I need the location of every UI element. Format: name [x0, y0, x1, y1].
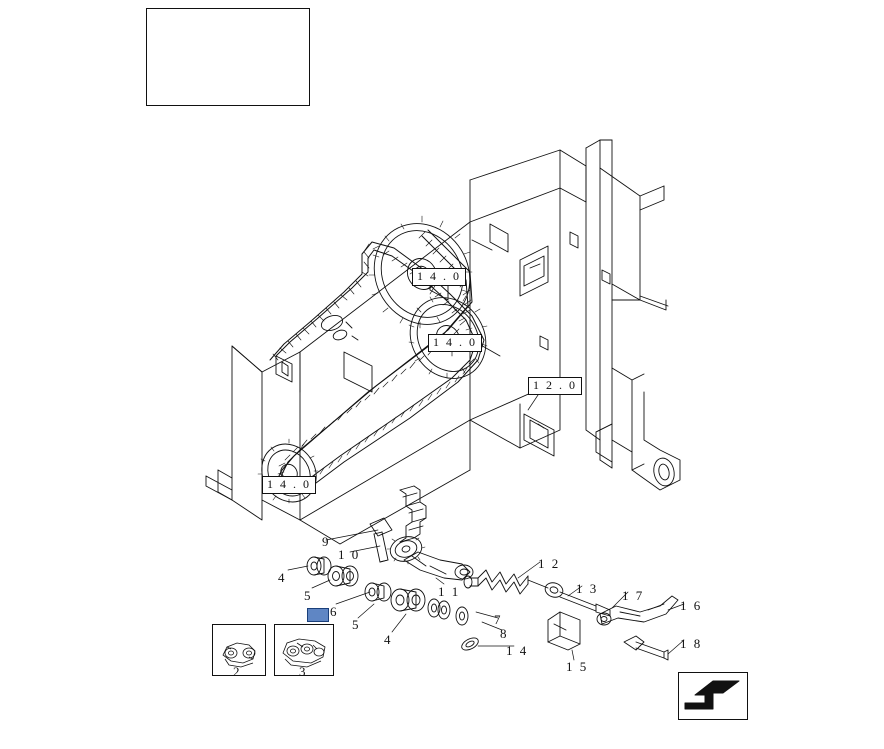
callout-15: 1 5 [566, 659, 589, 674]
callout-17: 1 7 [622, 588, 645, 603]
boxed-callout-lower-sprocket: 1 4 . 0 [262, 476, 316, 494]
callout-18: 1 8 [680, 636, 703, 651]
orientation-arrow-box [678, 672, 748, 720]
callout-16: 1 6 [680, 598, 703, 613]
inset-label-2: 2 [233, 664, 242, 679]
boxed-callout-middle-sprocket: 1 4 . 0 [428, 334, 482, 352]
callout-11: 1 1 [438, 584, 461, 599]
inset-label-3: 3 [299, 664, 308, 679]
direction-arrow-icon [679, 673, 749, 721]
callout-9: 9 [322, 534, 331, 549]
callout-6: 6 [330, 604, 339, 619]
selected-part-highlight[interactable] [307, 608, 329, 622]
callout-13: 1 3 [576, 581, 599, 596]
boxed-callout-upper-sprocket: 1 4 . 0 [412, 268, 466, 286]
callout-10: 1 0 [338, 547, 361, 562]
callout-14: 1 4 [506, 643, 529, 658]
callout-4-lower: 4 [384, 632, 393, 647]
callout-12: 1 2 [538, 556, 561, 571]
callout-5-lower: 5 [352, 617, 361, 632]
callout-7: 7 [494, 612, 503, 627]
callout-4-upper: 4 [278, 570, 287, 585]
boxed-callout-frame: 1 2 . 0 [528, 377, 582, 395]
callout-8: 8 [500, 626, 509, 641]
inset-top-left-detail [146, 8, 310, 106]
callout-5-left: 5 [304, 588, 313, 603]
